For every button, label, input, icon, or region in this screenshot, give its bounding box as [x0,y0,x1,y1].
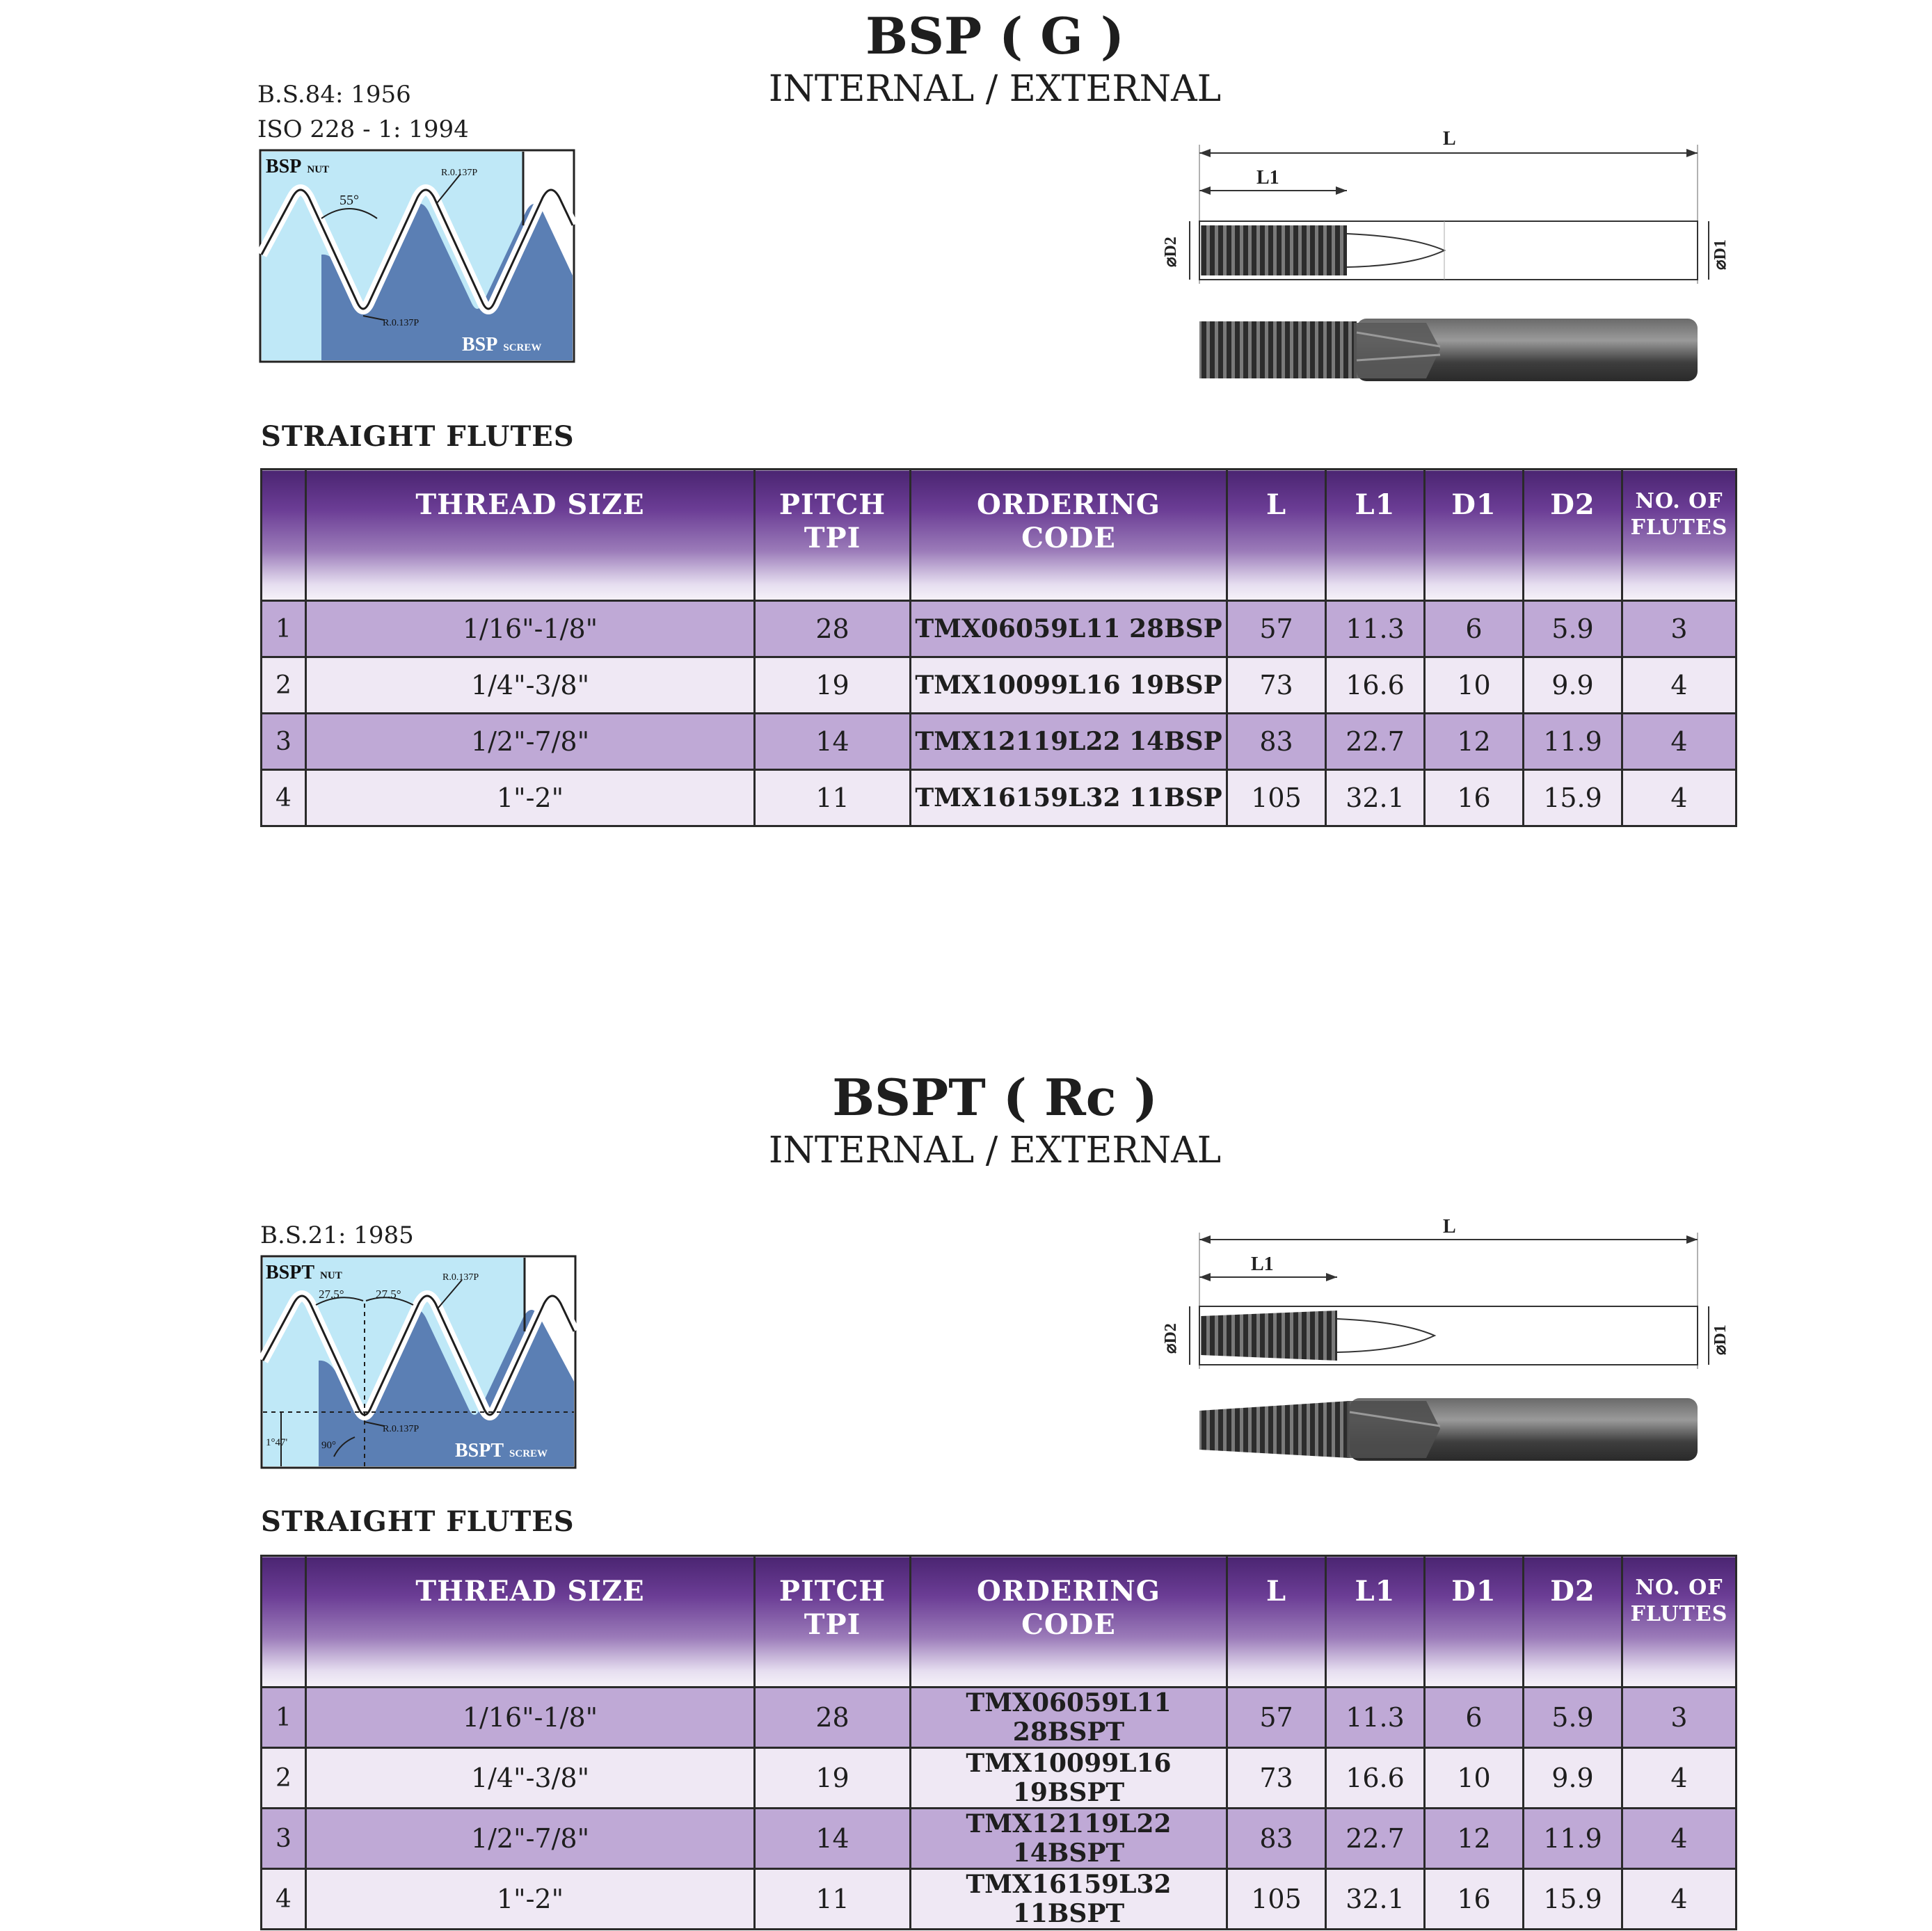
screw-sub: SCREW [509,1448,548,1459]
D2-cell: 5.9 [1524,601,1622,657]
header-pitch-2: TPI [804,1608,861,1641]
D2-cell: 9.9 [1524,657,1622,714]
L-cell: 105 [1227,770,1326,826]
standard-1: B.S.84: 1956 [257,81,411,109]
header-D2: D2 [1524,470,1622,601]
dim-L1: L1 [1251,1253,1274,1275]
table-header-row [262,1556,1737,1688]
ordering-code-cell: TMX16159L32 11BSP [911,770,1227,826]
table-row [262,1688,1737,1748]
screw-sub: SCREW [503,342,542,353]
thread-size-cell: 1/4"-3/8" [306,657,755,714]
dim-L: L [1443,1216,1456,1237]
D1-cell: 10 [1425,657,1524,714]
pitch-cell: 11 [755,1869,911,1930]
L-cell: 105 [1227,1869,1326,1930]
L1-cell: 16.6 [1326,1748,1425,1809]
flutes-cell: 4 [1622,1748,1737,1809]
header-pitch [755,470,911,601]
section-subtitle: INTERNAL / EXTERNAL [768,68,1222,110]
table-row [262,601,1737,657]
D1-cell: 10 [1425,1748,1524,1809]
radius-top-label: R.0.137P [441,168,478,178]
pitch-cell: 28 [755,601,911,657]
ordering-code-cell: TMX06059L11 28BSPT [911,1688,1227,1748]
header-L: L [1227,470,1326,601]
D1-cell: 12 [1425,714,1524,770]
row-index: 2 [262,1748,306,1809]
L-cell: 57 [1227,1688,1326,1748]
taper-label: 1°47' [266,1437,288,1448]
header-D2: D2 [1524,1556,1622,1688]
L-cell: 73 [1227,657,1326,714]
header-L1: L1 [1326,470,1425,601]
thread-size-cell: 1/2"-7/8" [306,1809,755,1869]
L1-cell: 11.3 [1326,1688,1425,1748]
radius-bottom-label: R.0.137P [383,318,420,328]
ordering-code-cell: TMX10099L16 19BSPT [911,1748,1227,1809]
header-index [262,1556,306,1688]
dim-D1: ⌀D1 [1711,1324,1730,1355]
table-row [262,657,1737,714]
screw-main: BSPT [455,1440,504,1461]
header-code [911,1556,1227,1688]
header-flutes [1622,1556,1737,1688]
D2-cell: 11.9 [1524,1809,1622,1869]
row-index: 4 [262,1869,306,1930]
D2-cell: 5.9 [1524,1688,1622,1748]
header-code-1: ORDERING [977,1575,1160,1608]
ordering-code-cell: TMX16159L32 11BSPT [911,1869,1227,1930]
L-cell: 83 [1227,1809,1326,1869]
screw-main: BSP [462,334,498,355]
radius-top-label: R.0.137P [442,1272,479,1283]
dim-L1: L1 [1256,167,1279,189]
header-pitch-1: PITCH [779,1575,886,1608]
nut-main: BSP [266,156,302,177]
header-code-1: ORDERING [977,488,1160,521]
section-title: BSPT ( Rc ) [832,1068,1158,1127]
row-index: 3 [262,714,306,770]
pitch-cell: 28 [755,1688,911,1748]
D1-cell: 6 [1425,1688,1524,1748]
header-flutes-1: NO. OF [1635,489,1723,513]
row-index: 4 [262,770,306,826]
header-L: L [1227,1556,1326,1688]
D1-cell: 12 [1425,1809,1524,1869]
D1-cell: 6 [1425,601,1524,657]
L1-cell: 32.1 [1326,1869,1425,1930]
pitch-cell: 14 [755,1809,911,1869]
dim-D2: ⌀D2 [1162,237,1180,267]
D2-cell: 15.9 [1524,770,1622,826]
section-title: BSP ( G ) [865,6,1124,65]
header-code [911,470,1227,601]
L1-cell: 32.1 [1326,770,1425,826]
header-pitch [755,1556,911,1688]
L-cell: 73 [1227,1748,1326,1809]
D2-cell: 15.9 [1524,1869,1622,1930]
pitch-cell: 19 [755,1748,911,1809]
tool-drawing [1148,1209,1746,1487]
L1-cell: 11.3 [1326,601,1425,657]
pitch-cell: 19 [755,657,911,714]
D1-cell: 16 [1425,770,1524,826]
ordering-code-cell: TMX10099L16 19BSP [911,657,1227,714]
header-pitch-2: TPI [804,522,861,554]
nut-sub: NUT [307,164,330,175]
section-subtitle: INTERNAL / EXTERNAL [768,1130,1222,1171]
L-cell: 83 [1227,714,1326,770]
radius-bottom-label: R.0.137P [383,1424,420,1434]
standard-2: ISO 228 - 1: 1994 [257,115,469,143]
header-flutes-1: NO. OF [1635,1576,1723,1600]
spec-table [260,468,1737,827]
row-index: 3 [262,1809,306,1869]
thread-profile-diagram [259,149,575,363]
header-thread-size: THREAD SIZE [306,470,755,601]
table-row [262,1748,1737,1809]
header-D1: D1 [1425,1556,1524,1688]
flutes-cell: 3 [1622,1688,1737,1748]
nut-main: BSPT [266,1262,315,1283]
angle-label: 55° [340,193,359,208]
header-code-2: CODE [1021,522,1116,554]
header-code-2: CODE [1021,1608,1116,1641]
row-index: 2 [262,657,306,714]
standard-1: B.S.21: 1985 [260,1221,414,1249]
header-flutes-2: FLUTES [1630,1602,1728,1626]
row-index: 1 [262,1688,306,1748]
pitch-cell: 14 [755,714,911,770]
nut-sub: NUT [320,1270,342,1281]
flutes-title: STRAIGHT FLUTES [261,420,575,453]
ordering-code-cell: TMX12119L22 14BSP [911,714,1227,770]
thread-size-cell: 1/2"-7/8" [306,714,755,770]
header-index [262,470,306,601]
flutes-cell: 4 [1622,1809,1737,1869]
header-flutes [1622,470,1737,601]
flutes-cell: 3 [1622,601,1737,657]
dim-D2: ⌀D2 [1162,1323,1180,1354]
L1-cell: 22.7 [1326,1809,1425,1869]
dim-L: L [1443,128,1456,150]
thread-size-cell: 1/16"-1/8" [306,1688,755,1748]
D1-cell: 16 [1425,1869,1524,1930]
angle-right-label: 27.5° [376,1288,401,1301]
thread-size-cell: 1"-2" [306,1869,755,1930]
ordering-code-cell: TMX12119L22 14BSPT [911,1809,1227,1869]
flutes-title: STRAIGHT FLUTES [261,1505,575,1538]
thread-size-cell: 1/4"-3/8" [306,1748,755,1809]
angle-left-label: 27.5° [319,1288,344,1301]
thread-profile-diagram [260,1255,577,1469]
spec-table [260,1555,1737,1930]
table-header-row [262,470,1737,601]
table-row [262,714,1737,770]
pitch-cell: 11 [755,770,911,826]
dim-D1: ⌀D1 [1711,239,1730,270]
thread-size-cell: 1"-2" [306,770,755,826]
header-D1: D1 [1425,470,1524,601]
L1-cell: 16.6 [1326,657,1425,714]
D2-cell: 9.9 [1524,1748,1622,1809]
tool-drawing [1148,117,1746,395]
flutes-cell: 4 [1622,714,1737,770]
thread-size-cell: 1/16"-1/8" [306,601,755,657]
L1-cell: 22.7 [1326,714,1425,770]
flutes-cell: 4 [1622,770,1737,826]
D2-cell: 11.9 [1524,714,1622,770]
table-row [262,770,1737,826]
header-thread-size: THREAD SIZE [306,1556,755,1688]
table-row [262,1809,1737,1869]
header-flutes-2: FLUTES [1630,515,1728,540]
flutes-cell: 4 [1622,1869,1737,1930]
right-angle-label: 90° [321,1440,336,1451]
L-cell: 57 [1227,601,1326,657]
header-pitch-1: PITCH [779,488,886,521]
ordering-code-cell: TMX06059L11 28BSP [911,601,1227,657]
row-index: 1 [262,601,306,657]
header-L1: L1 [1326,1556,1425,1688]
table-row [262,1869,1737,1930]
flutes-cell: 4 [1622,657,1737,714]
